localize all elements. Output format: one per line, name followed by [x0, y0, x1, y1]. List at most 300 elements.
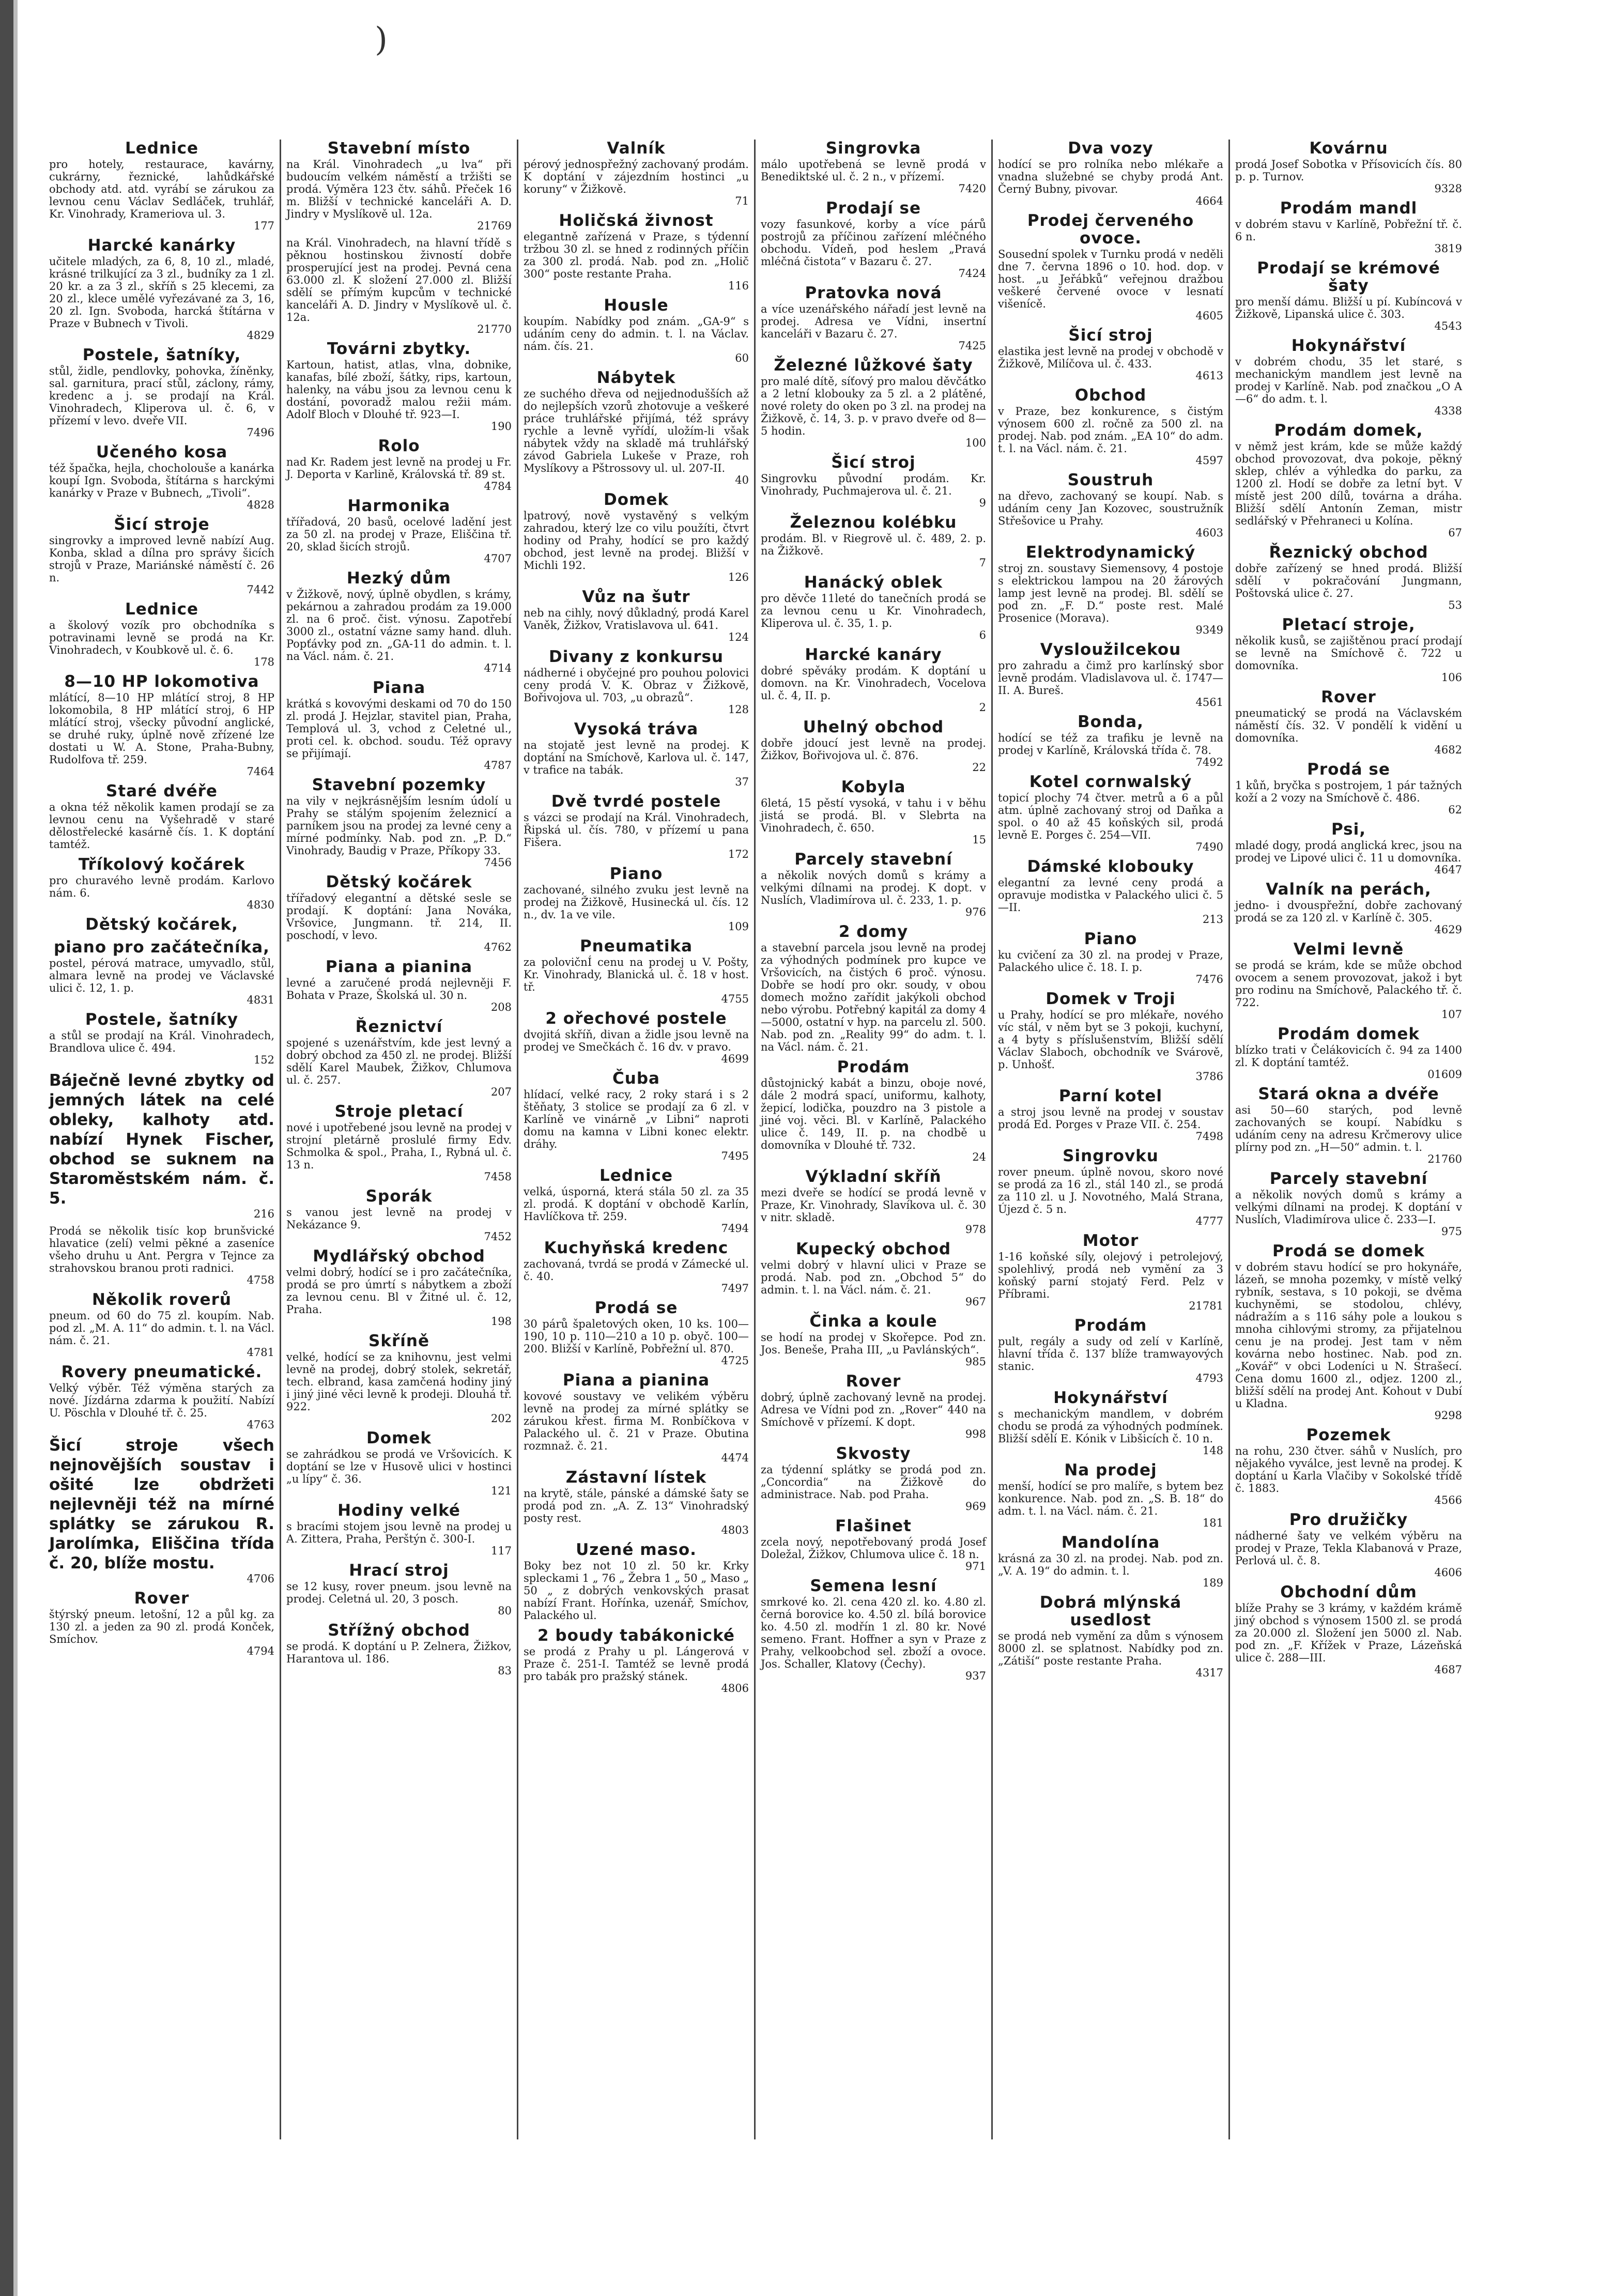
ad-title: Piano	[609, 865, 663, 883]
ad-text: Prodá se několik tisíc kop brunšvické hlavatice (zelí) velmi pěkné a zaseníce všeho druhu u Ant. Pergra v Tejnce za strahovskou branou proti radnici.	[49, 1225, 274, 1274]
classified-ad	[1235, 1511, 1462, 1578]
ad-text: se prodá. K doptání u P. Zelnera, Žižkov, Harantova ul. 186.	[286, 1640, 512, 1665]
classified-ad	[49, 140, 274, 232]
ad-title: Rover	[1321, 688, 1376, 706]
ad-reference-number: 67	[1448, 527, 1462, 539]
ad-reference-number: 107	[1441, 1008, 1462, 1021]
ad-reference-number: 181	[1202, 1517, 1223, 1529]
ad-text: a více uzenářského nářadí jest levně na prodej. Adresa ve Vídni, insertní kanceláři v Bazaru č. 27.	[761, 303, 986, 340]
ad-title: Domek	[366, 1429, 432, 1447]
ad-reference-number: 109	[728, 920, 749, 933]
ad-text: třířadová, 20 basů, ocelové ladění jest za 50 zl. na prodej v Praze, Eliščina tř. 20, sklad šicích strojů.	[286, 516, 512, 553]
ad-reference-number: 62	[1448, 804, 1462, 816]
ad-title: Činka a koule	[809, 1312, 937, 1331]
ad-title: Prodá se	[594, 1299, 678, 1317]
ad-reference-number: 60	[735, 352, 749, 364]
ad-reference-number: 4706	[247, 1573, 274, 1585]
ad-title: Mandolína	[1061, 1533, 1160, 1552]
ad-reference-number: 4803	[721, 1524, 749, 1536]
ad-title: Rovery pneumatické.	[61, 1363, 263, 1381]
ad-reference-number: 01609	[1427, 1068, 1462, 1081]
ad-column-3	[518, 140, 756, 2139]
ad-reference-number: 21781	[1189, 1300, 1223, 1312]
ad-reference-number: 7494	[721, 1222, 749, 1235]
ad-reference-number: 213	[1202, 913, 1223, 926]
ad-title: Kobyla	[841, 778, 906, 796]
classified-ad	[286, 776, 512, 868]
classified-ad	[49, 916, 274, 933]
classified-ad	[286, 873, 512, 953]
ad-reference-number: 4613	[1195, 369, 1223, 382]
ad-title: Uhelný obchod	[803, 718, 944, 736]
classified-ad	[761, 454, 986, 508]
ad-text: stroj zn. soustavy Siemensovy, 4 postoje s elektrickou lampou na 20 žárových lamp jest levně na prodej. Bl. sdělí se pod zn. „F. D.“ poste rest. Malé Prosenice (Morava).	[998, 562, 1223, 624]
ad-text: hlídací, velké racy, 2 roky stará i s 2 štěňaty, 3 stolice se prodají za 6 zl. v Karlíně ve vinárně „v Libni“ naproti domu na kamna v Libni konec elektr. dráhy.	[524, 1088, 749, 1150]
ad-title: Prodám domek	[1278, 1025, 1420, 1043]
ad-text: nádherné i obyčejné pro pouhou polovici ceny prodá V. K. Obraz v Žižkově, Bořivojova ul. 703, „u obrazů“.	[524, 667, 749, 704]
ad-text: za týdenní splátky se prodá pod zn. „Concordia“ na Žižkově do administrace. Nab. pod Praha.	[761, 1463, 986, 1501]
ad-reference-number: 4682	[1434, 744, 1462, 756]
ad-text: u Prahy, hodící se pro mlékaře, nového víc stál, v něm byt se 3 pokoji, kuchyní, a 4 byty s příslušenstvím, Bližší sdělí Václav Slaboch, obchodník ve Svárově, p. Unhošť.	[998, 1009, 1223, 1071]
classified-ad	[998, 930, 1223, 985]
ad-text: na stojatě jest levně na prodej. K doptání na Smíchově, Karlova ul. č. 147, v trafice na tabák.	[524, 739, 749, 776]
ad-title: Kotel cornwalský	[1029, 773, 1192, 791]
ad-text: v Žižkově, nový, úplně obydlen, s krámy, pekárnou a zahradou prodám za 19.000 zl. na 6 proč. čist. výnosu. Zapotřebí 3000 zl., ostatní vázne samy hand. dluh. Popťávky pod zn. „GA-11 do admin. t. l. na Václ. nám. č. 21.	[286, 588, 512, 662]
ad-text: dobře zařízený se hned prodá. Bližší sdělí v pokračování Jungmann, Poštovská ulice č. 27.	[1235, 562, 1462, 599]
ad-text: dobře jdoucí jest levně na prodej. Žižkov, Bořivojova ul. č. 876.	[761, 737, 986, 762]
ad-title: Prodám	[1074, 1316, 1147, 1335]
ad-title: Holičská živnost	[559, 211, 714, 230]
ad-reference-number: 152	[253, 1054, 274, 1066]
classified-ad	[524, 1372, 749, 1463]
classified-ad	[761, 1240, 986, 1307]
ad-title: Pozemek	[1306, 1426, 1391, 1444]
classified-ad	[1235, 881, 1462, 935]
ad-title: Piana a pianina	[325, 958, 473, 976]
ad-reference-number: 124	[728, 631, 749, 643]
ad-text: dobrý, úplně zachovaný levně na prodej. Adresa ve Vídni pod zn. „Rover“ 440 na Smíchově v přízemí. K dopt.	[761, 1391, 986, 1428]
classified-ad	[998, 641, 1223, 708]
ad-text: prodá Josef Sobotka v Přísovicích čís. 80 p. p. Turnov.	[1235, 158, 1462, 183]
ad-reference-number: 4338	[1434, 405, 1462, 417]
classified-ad	[998, 387, 1223, 466]
ad-reference-number: 80	[498, 1605, 512, 1617]
ad-reference-number: 116	[728, 280, 749, 292]
ad-title: Prodám mandl	[1280, 199, 1418, 218]
ad-text: na Král. Vinohradech „u lva“ při budoucím velkém náměstí a tržišti se prodá. Výměra 123 čtv. sáhů. Přeček 16 m. Bližší v technické kanceláři A. D. Jindry v Myslíkově ul. 12a.	[286, 158, 512, 220]
ad-title: 2 boudy tabákonické	[537, 1626, 735, 1645]
ad-text: smrkové ko. 2l. cena 420 zl. ko. 4.80 zl. černá borovice ko. 4.50 zl. bílá borovice ko. 4.50 zl. modřín 1 zl. 80 kr. Nové semeno. Frant. Hoffner a syn v Praze z Prahy, velkoobchod sel. zboží a ovoce. Jos. Schaller, Klatovy (Čechy).	[761, 1596, 986, 1670]
ad-title: Šicí stroj	[1068, 326, 1153, 345]
ad-title: Piana a pianina	[562, 1371, 710, 1390]
ad-reference-number: 4597	[1195, 454, 1223, 467]
ad-text: štýrský pneum. letošní, 12 a půl kg. za 130 zl. a jeden za 90 zl. prodá Konček, Smíchov.	[49, 1608, 274, 1645]
ad-title: Prodám domek,	[1274, 421, 1423, 440]
ad-text: prodám. Bl. v Riegrově ul. č. 489, 2. p. na Žižkově.	[761, 532, 986, 557]
ad-text: singrovky a improved levně nabízí Aug. Konba, sklad a dílna pro správy šicích strojů v Praze, Mariánské náměstí č. 26 n.	[49, 534, 274, 584]
ad-title: Stavební pozemky	[312, 776, 486, 794]
ad-text: asi 50—60 starých, pod levně zachovaných se koupí. Nabídku s udáním ceny na adresu Krčmerovy ulice plírny pod zn. „H—50“ admin. t. l.	[1235, 1104, 1462, 1153]
ad-reference-number: 7425	[958, 340, 986, 352]
ad-title: Továrni zbytky.	[327, 340, 471, 358]
ad-reference-number: 4829	[247, 329, 274, 342]
ad-text: se hodí na prodej v Skořepce. Pod zn. Jos. Beneše, Praha III, „u Pavlánských“.	[761, 1331, 986, 1356]
ad-title: Zástavní lístek	[565, 1468, 707, 1487]
classified-ad	[524, 1167, 749, 1234]
ad-column-5	[993, 140, 1230, 2139]
ad-reference-number: 9328	[1434, 182, 1462, 195]
ad-reference-number: 216	[253, 1208, 274, 1220]
ad-reference-number: 21769	[477, 220, 512, 232]
ad-text: v dobrém stavu hodící se pro hokynáře, lázeň, se mnoha pozemky, v místě velký rybník, sestava, s 10 pokoji, se dvěma kuchyněmi, se stodolou, chlévy, nádražím a s 116 sáhy pole a loukou s mnoha cihlovými stromy, za přijatelnou cenu je na prodej. Jest tam v něm kovárna nebo hostinec. Nab. pod zn. „Kovář“ v obci Lodeníci u N. Strašecí. Cena domu 1600 zl., odjez. 1200 zl., bližší sdělí na prodej Ant. Kohout v Dubí u Kladna.	[1235, 1261, 1462, 1410]
ad-title: Dvě tvrdé postele	[551, 792, 721, 811]
classified-ad	[524, 1239, 749, 1294]
ad-title: Kuchyňská kredenc	[544, 1239, 729, 1257]
ad-title: Vysoká tráva	[574, 720, 699, 738]
ad-title: Vysloužilcekou	[1040, 640, 1181, 659]
ad-text: a stůl se prodají na Král. Vinohradech, Brandlova ulice č. 494.	[49, 1029, 274, 1054]
ad-reference-number: 998	[965, 1428, 986, 1440]
ad-text: blíže Prahy se 3 krámy, v každém krámě jiný obchod s výnosem 1500 zl. se prodá za 20.000 zl. Složení jen 5000 zl. Nab. pod zn. „F. Křížek v Praze, Lázeňská ulice č. 288—III.	[1235, 1602, 1462, 1664]
ad-text: dobré spěváky prodám. K doptání u domovn. na Kr. Vinohradech, Vocelova ul. č. 4, II. p.	[761, 665, 986, 702]
ad-reference-number: 7495	[721, 1150, 749, 1162]
scan-margin-light	[13, 0, 18, 2296]
ad-reference-number: 7420	[958, 182, 986, 195]
ad-title: 8—10 HP lokomotiva	[64, 672, 259, 691]
ad-text: v dobrém chodu, 35 let staré, s mechanickým mandlem jest levně na prodej v Karlíně. Nab. pod značkou „O A—6“ do adm. t. l.	[1235, 356, 1462, 405]
ad-text: pro zahradu a čimž pro karlínský sbor levně prodám. Vladislavova ul. č. 1747—II. A. Bureš.	[998, 659, 1223, 697]
ad-title: Hodiny velké	[337, 1501, 460, 1520]
ad-title: Sporák	[365, 1187, 433, 1206]
ad-reference-number: 202	[490, 1412, 512, 1425]
ad-reference-number: 4605	[1195, 310, 1223, 322]
ad-title: Kovárnu	[1309, 140, 1388, 158]
classified-ad	[286, 237, 512, 335]
ad-title: Pneumatika	[579, 937, 693, 956]
ad-title: Tříkolový kočárek	[78, 855, 245, 874]
classified-ad	[998, 773, 1223, 853]
ad-title: Výkladní skříň	[805, 1167, 942, 1186]
ad-reference-number: 2	[979, 701, 986, 714]
classified-ad	[286, 1103, 512, 1182]
ad-title: Pratovka nová	[805, 284, 942, 302]
ad-title: Harmonika	[347, 497, 451, 515]
classified-ad	[49, 1011, 274, 1066]
ad-column-1	[44, 140, 281, 2139]
ad-text: krásná za 30 zl. na prodej. Nab. pod zn. „V. A. 19“ do admin. t. l.	[998, 1552, 1223, 1577]
ad-reference-number: 976	[965, 906, 986, 918]
ad-text: vozy fasunkové, korby a více párů postrojů za příčinou zařízení mléčného obchodu. Vídeň, pod heslem „Pravá mléčná čistota“ v Bazaru č. 27.	[761, 218, 986, 268]
ad-reference-number: 3819	[1434, 242, 1462, 255]
ad-text: lpatrový, nově vystavěný s velkým zahradou, který lze co vilu použíti, čtvrt hodiny od Prahy, hodící se pro každý obchod, jest levně na prodej. Bližší v Michli 192.	[524, 510, 749, 572]
classified-ad	[1235, 688, 1462, 756]
ad-reference-number: 4763	[247, 1419, 274, 1431]
ad-text: málo upotřebená se levně prodá v Benediktské ul. č. 2 n., v přízemí.	[761, 158, 986, 183]
ad-title: Hokynářství	[1291, 336, 1406, 355]
scan-margin-dark	[0, 0, 13, 2296]
ad-title: Parcely stavební	[1269, 1169, 1428, 1188]
ad-title: Šicí stroj	[831, 453, 916, 472]
ad-text: a stroj jsou levně na prodej v soustav prodá Ed. Porges v Praze VII. č. 254.	[998, 1106, 1223, 1131]
ad-title: Obchodní dům	[1280, 1583, 1417, 1601]
ad-text: mlátící, 8—10 HP mlátící stroj, 8 HP lokomobila, 8 HP mlátící stroj, 6 HP mlátící stroj, všecky původní anglické, se druhé ruky, úplně nově zřízené lze dostati u W. A. Stone, Praha-Bubny, Rudolfova tř. 259.	[49, 691, 274, 766]
ad-title: Učeného kosa	[96, 443, 228, 461]
classified-ad	[49, 1291, 274, 1358]
ad-text: pro děvče 11leté do tanečních prodá se za levnou cenu u Kr. Vinohradech, Kliperova ul. č. 35, 1. p.	[761, 592, 986, 629]
ad-reference-number: 100	[965, 437, 986, 449]
ad-reference-number: 975	[1441, 1225, 1462, 1238]
ad-title: Stavební místo	[327, 140, 471, 158]
ad-text: nádherné šaty ve velkém výběru na prodej v Praze, Tekla Klabanová v Praze, Perlová ul. č. 8.	[1235, 1530, 1462, 1567]
ad-text: Velký výběr. Též výměna starých za nové. Jízdárna zdarma k použití. Nabízí U. Pöschla v Dlouhé tř. č. 25.	[49, 1382, 274, 1419]
ad-title: Rolo	[378, 437, 420, 455]
ad-column-2	[281, 140, 518, 2139]
ad-text: spojené s uzenářstvím, kde jest levný a dobrý obchod za 450 zl. ne prodej. Bližší sdělí Karel Maubek, Žižkov, Chlumova ul. č. 257.	[286, 1037, 512, 1086]
ad-reference-number: 198	[490, 1315, 512, 1328]
ad-reference-number: 967	[965, 1296, 986, 1308]
ad-title: Singrovka	[825, 140, 921, 158]
classified-ad	[524, 491, 749, 583]
ad-title: Hrací stroj	[349, 1561, 449, 1580]
ad-title: Velmi levně	[1293, 940, 1404, 959]
ad-text: ku cvičení za 30 zl. na prodej v Praze, Palackého ulice č. 18. I. p.	[998, 949, 1223, 974]
ad-reference-number: 6	[979, 629, 986, 641]
ad-reference-number: 189	[1202, 1577, 1223, 1589]
ad-reference-number: 4777	[1195, 1215, 1223, 1227]
ad-title: 2 domy	[838, 922, 909, 941]
ad-title: 2 ořechové postele	[545, 1009, 727, 1028]
ad-title: Housle	[604, 296, 669, 315]
classified-ad	[524, 212, 749, 291]
ad-reference-number: 4758	[247, 1274, 274, 1286]
ad-title: Uzené maso.	[576, 1540, 697, 1559]
ad-title: Postele, šatníky,	[82, 346, 241, 364]
ad-title: Nábytek	[596, 368, 676, 387]
ad-title: Dobrá mlýnská usedlost	[1039, 1593, 1182, 1629]
ad-text: 1 kůň, bryčka s postrojem, 1 pár tažných koží a 2 vozy na Smíchově č. 486.	[1235, 779, 1462, 804]
classified-ad	[998, 1147, 1223, 1227]
ad-text: velké, hodící se za knihovnu, jest velmi levně na prodej, dobrý stolek, sekretář, tech. elbrand, kasa zamčená hodiny jiný i jiný jiné věci levně k prodeji. Dlouhá tř. 922.	[286, 1351, 512, 1413]
ad-text: ze suchého dřeva od nejjednodušších až do nejlepších vzorů zhotovuje a veškeré práce truhlářské přijímá, též správy rychle a levně vyřídí, uložím-li však nábytek vždy na skladě má truhlářský závod Gabriela Lukeše v Praze, roh Myslíkovy a Pštrossovy ul. ul. 207-II.	[524, 388, 749, 474]
ad-text: Kartoun, hatist, atlas, vlna, dobnike, kanafas, bílé zboží, šátky, rips, kartoun, halenky, na vábu jsou za levnou cenu k dostání, povoradž malou režii mám. Adolf Bloch v Dlouhé tř. 923—I.	[286, 359, 512, 421]
classified-ad	[998, 990, 1223, 1082]
ad-title: Bonda,	[1078, 713, 1144, 731]
ad-reference-number: 4725	[721, 1354, 749, 1367]
classified-ad	[524, 588, 749, 643]
classified-ad	[998, 1389, 1223, 1456]
classified-ad	[761, 718, 986, 773]
ad-text: na vily v nejkrásnějším lesním údolí u Prahy se stálým spojením železnicí a parníkem jsou na prodej za levné ceny a mírné podmínky. Nab. pod zn. „P. D.“ Vinohrady, Baudig v Praze, Příkopy 33.	[286, 795, 512, 857]
ad-reference-number: 21760	[1427, 1153, 1462, 1165]
classified-ad	[49, 237, 274, 341]
ad-reference-number: 4831	[247, 994, 274, 1006]
ad-title: Řeznictví	[355, 1018, 443, 1036]
classified-ad	[1235, 140, 1462, 194]
ad-title: Semena lesní	[810, 1577, 937, 1595]
ad-reference-number: 148	[1202, 1444, 1223, 1457]
classified-ad	[524, 937, 749, 1005]
ad-title: Harcké kanárky	[87, 236, 236, 255]
ad-text: pro hotely, restaurace, kavárny, cukrárny, řeznické, lahůdkářské obchody atd. atd. vyrábí se zárukou za levnou cenu Václav Sedláček, truhlář, Kr. Vinohrady, Krameriova ul. 3.	[49, 158, 274, 220]
ad-text: se prodá z Prahy u pl. Lángerová v Praze č. 251-I. Tamtéž se levně prodá pro tabák pro pražský stánek.	[524, 1645, 749, 1683]
ad-text: nad Kr. Radem jest levně na prodej u Fr. J. Deporta v Karlině, Královská tř. 89 st.	[286, 456, 512, 481]
ad-title: Obchod	[1074, 386, 1147, 405]
classified-ad	[49, 600, 274, 668]
classified-ad	[1235, 1085, 1462, 1165]
ad-text: a školový vozík pro obchodníka s potravinami levně se prodá na Kr. Vinohradech, v Koubkově ul. č. 6.	[49, 619, 274, 656]
ad-text: elegantní za levné ceny prodá a opravuje modistka v Palackého ulici č. 5—II.	[998, 876, 1223, 914]
classified-ad	[998, 327, 1223, 381]
classified-ad	[524, 648, 749, 715]
ad-reference-number: 4787	[484, 759, 512, 772]
ad-title: Piana	[372, 679, 426, 697]
ad-text: velká, úsporná, která stála 50 zl. za 35 zl. prodá. K doptání v obchodě Karlín, Havlíčkova tř. 259.	[524, 1185, 749, 1223]
classified-ad	[761, 1445, 986, 1512]
ad-reference-number: 4806	[721, 1682, 749, 1694]
ad-text: dvojitá skříň, divan a židle jsou levně na prodej ve Smečkách č. 16 dv. v pravo.	[524, 1028, 749, 1053]
ad-text: kovové soustavy ve velikém výběru levně na prodej za mírné splátky se zárukou křest. firma M. Ronbíčkova v Palackého ul. č. 21 v Praze. Obutina rozmnaž. č. 21.	[524, 1390, 749, 1452]
ad-text: zachované, silného zvuku jest levně na prodej na Žižkově, Husinecká ul. čís. 12 n., dv. 1a ve vile.	[524, 884, 749, 921]
classified-ad	[49, 516, 274, 595]
ad-text: s mechanickým mandlem, v dobrém chodu se prodá za výhodných podmínek. Bližší sdělí E. Kónik v Libšicích č. 10 n.	[998, 1408, 1223, 1445]
classified-ad	[524, 1469, 749, 1536]
ad-title: Harcké kanáry	[805, 645, 942, 664]
ad-text: koupím. Nabídky pod znám. „GA-9“ s udáním ceny do admin. t. l. na Václav. nám. čís. 21.	[524, 315, 749, 352]
ad-text: a stavební parcela jsou levně na prodej za výhodných podmínek pro kupce ve Vršovicích, na čistých 6 proč. výnosu. Dobře se hodí pro okr. soudy, v obou domech možno zařídit jakýkoli obchod nebo výrobu. Potřebný kapitál za domy 4—5000, ostatní v hyp. na parcelu zl. 500. Nab. pod zn. „Reality 99“ do adm. t. l. na Václ. nám. č. 21.	[761, 942, 986, 1053]
ad-title: Několik roverů	[92, 1290, 232, 1309]
ad-text: na krytě, stále, pánské a dámské šaty se prodá pod zn. „A. Z. 13“ Vinohradský posty rest.	[524, 1487, 749, 1524]
ad-title: Valník na perách,	[1266, 880, 1432, 899]
ad-reference-number: 4647	[1434, 864, 1462, 876]
ad-text: na dřevo, zachovaný se koupí. Nab. s udáním ceny Jan Kozovec, soustružník Střešovice u Prahy.	[998, 490, 1223, 527]
ad-reference-number: 121	[490, 1485, 512, 1497]
classified-ad	[524, 1010, 749, 1065]
ad-title: Flašinet	[835, 1517, 912, 1535]
ad-text: třířadový elegantní a dětské sesle se prodají. K doptání: Jana Nováka, Vršovice, Jungmann. tř. 214, II. poschodí, v levo.	[286, 892, 512, 942]
ad-reference-number: 53	[1448, 599, 1462, 611]
page-mark: )	[375, 21, 388, 59]
ad-title: Prodá se domek	[1272, 1242, 1425, 1260]
ad-title: Psi,	[1331, 820, 1366, 839]
ad-reference-number: 4566	[1434, 1494, 1462, 1506]
classified-ad	[286, 679, 512, 771]
ad-text: mladé dogy, prodá anglická krec, jsou na prodej ve Lipové ulici č. 11 u domovníka.	[1235, 839, 1462, 864]
ad-reference-number: 7442	[247, 583, 274, 596]
classified-ad	[524, 1627, 749, 1694]
ad-text: v němž jest krám, kde se může každý obchod provozovat, dva pokoje, pěkný sklep, chlév a výhledka do parku, za 1200 zl. Hodí se dobře za letní byt. V místě jest 200 dílů, továrna a dráha. Bližší sdělí Antonín Zeman, mistr sedlářský v Přehraneci u Kolína.	[1235, 440, 1462, 527]
ad-text: s vanou jest levně na prodej v Nekázance 9.	[286, 1206, 512, 1231]
classified-ad	[524, 865, 749, 932]
ad-title: Divany z konkursu	[548, 648, 724, 666]
ad-text: s vázci se prodají na Král. Vinohradech, Řipská ul. čís. 780, v přízemí u pana Fišera.	[524, 811, 749, 849]
ad-reference-number: 7458	[484, 1170, 512, 1183]
ad-reference-number: 3786	[1195, 1070, 1223, 1083]
ad-text: nové i upotřebené jsou levně na prodej v strojní pletárně proslulé firmy Edv. Schmolka & spol., Praha, I., Rybná ul. č. 13 n.	[286, 1121, 512, 1171]
ad-text: pneum. od 60 do 75 zl. koupím. Nab. pod zl. „M. A. 11“ do admin. t. l. na Václ. nám. č. 21.	[49, 1309, 274, 1347]
ad-column-6	[1230, 140, 1467, 2139]
classified-ad	[761, 1058, 986, 1163]
classified-ad	[1235, 422, 1462, 538]
classified-ad	[524, 793, 749, 860]
ad-reference-number: 7464	[247, 765, 274, 778]
ad-text: hodící se též za trafiku je levně na prodej v Karlíně, Královská třída č. 78.	[998, 732, 1223, 757]
ad-title: piano pro začátečníka,	[54, 938, 270, 957]
ad-title: Valník	[607, 140, 666, 158]
ad-title: Pro družičky	[1289, 1511, 1408, 1529]
ad-reference-number: 985	[965, 1355, 986, 1368]
ad-reference-number: 178	[253, 656, 274, 668]
classified-ad	[286, 958, 512, 1013]
classified-ad	[761, 574, 986, 641]
ad-reference-number: 4474	[721, 1452, 749, 1464]
ad-text: se prodá neb vymění za dům s výnosem 8000 zl. se splatnost. Nabídky pod zn. „Zátiší“ poste restante Praha.	[998, 1630, 1223, 1667]
classified-ad	[524, 1070, 749, 1162]
classified-ad	[49, 673, 274, 777]
ad-title: Čuba	[612, 1069, 660, 1088]
ad-text: se 12 kusy, rover pneum. jsou levně na prodej. Celetná ul. 20, 3 posch.	[286, 1580, 512, 1605]
ad-title: Staré dvéře	[106, 782, 218, 800]
ad-title: Skvosty	[836, 1444, 911, 1463]
ad-reference-number: 71	[735, 195, 749, 207]
classified-ad	[286, 1188, 512, 1242]
classified-ad	[1235, 1170, 1462, 1237]
ad-reference-number: 9349	[1195, 624, 1223, 636]
ad-reference-number: 4830	[247, 899, 274, 911]
ad-title: Domek	[604, 490, 669, 509]
ad-text: 1-16 koňské síly, olejový i petrolejový, spolehlivý, prodá neb vymění za 3 koňský parní stojatý Ferd. Pelz v Příbrami.	[998, 1251, 1223, 1300]
classified-ad	[998, 212, 1223, 321]
classified-ad	[1235, 1426, 1462, 1506]
ad-text: pro menší dámu. Bližší u pí. Kubíncová v Žižkově, Lipanská ulice č. 303.	[1235, 296, 1462, 320]
ad-reference-number: 40	[735, 474, 749, 486]
ad-reference-number: 21770	[477, 323, 512, 335]
ad-text: zachovaná, tvrdá se prodá v Zámecké ul. č. 40.	[524, 1258, 749, 1283]
classified-ad	[1235, 199, 1462, 254]
ad-title: Vůz na šutr	[582, 588, 690, 606]
ad-title: Postele, šatníky	[85, 1010, 239, 1029]
classified-ad	[1235, 259, 1462, 332]
ad-title: Motor	[1082, 1231, 1139, 1250]
ad-title: Stroje pletací	[334, 1102, 464, 1121]
classified-ad	[998, 1534, 1223, 1589]
classified-ad	[286, 497, 512, 564]
ad-reference-number: 978	[965, 1223, 986, 1236]
classified-ad	[49, 1225, 274, 1286]
ad-title: Hokynářství	[1053, 1389, 1168, 1407]
ad-reference-number: 969	[965, 1500, 986, 1513]
ad-reference-number: 4793	[1195, 1372, 1223, 1384]
ad-title: Řeznický obchod	[1269, 543, 1428, 562]
ad-text: též špačka, hejla, chocholouše a kanárka koupí Ign. Svoboda, štítárna s harckými kanárky v Praze v Bubnech, „Tivoli“.	[49, 462, 274, 499]
ad-reference-number: 7452	[484, 1230, 512, 1243]
ad-text: Boky bez not 10 zl. 50 kr. Krky spleckami 1 „ 76 „ Žebra 1 „ 50 „ Maso „ 50 „ z dobrých venkovských prasat nabízí Frant. Hořínka, uzenář, Smíchov, Palackého ul.	[524, 1560, 749, 1622]
ad-title: Parcely stavební	[794, 850, 952, 869]
ad-title: Šicí stroje	[114, 515, 210, 534]
ad-reference-number: 4784	[484, 480, 512, 492]
ad-reference-number: 4687	[1434, 1663, 1462, 1676]
classified-ad	[998, 1232, 1223, 1312]
classified-ad	[286, 1332, 512, 1424]
ad-title: Prodej červeného ovoce.	[1027, 211, 1194, 248]
ad-text: s bracími stojem jsou levně na prodej u A. Zittera, Praha, Perštýn č. 300-I.	[286, 1520, 512, 1545]
ad-text: elegantně zařízená v Praze, s týdenní tržbou 30 zl. se hned z rodinných příčin za 300 zl. prodá. Nab. pod zn. „Holič 300“ poste restante Praha.	[524, 230, 749, 280]
classified-ad	[761, 1373, 986, 1440]
ad-text: se zahrádkou se prodá ve Vršovicích. K doptání se lze v Husově ulici v hostinci „u lípy“ č. 36.	[286, 1448, 512, 1485]
classified-ad	[761, 514, 986, 568]
ad-text: 6letá, 15 pěstí vysoká, v tahu i v běhu jistá se prodá. Bl. v Slebrta na Vinohradech, č. 650.	[761, 797, 986, 834]
ad-text: a několik nových domů s krámy a velkými dílnami na prodej. K doptání v Nuslích, Vladimírova ulice č. 233—I.	[1235, 1189, 1462, 1226]
ad-reference-number: 4755	[721, 993, 749, 1005]
